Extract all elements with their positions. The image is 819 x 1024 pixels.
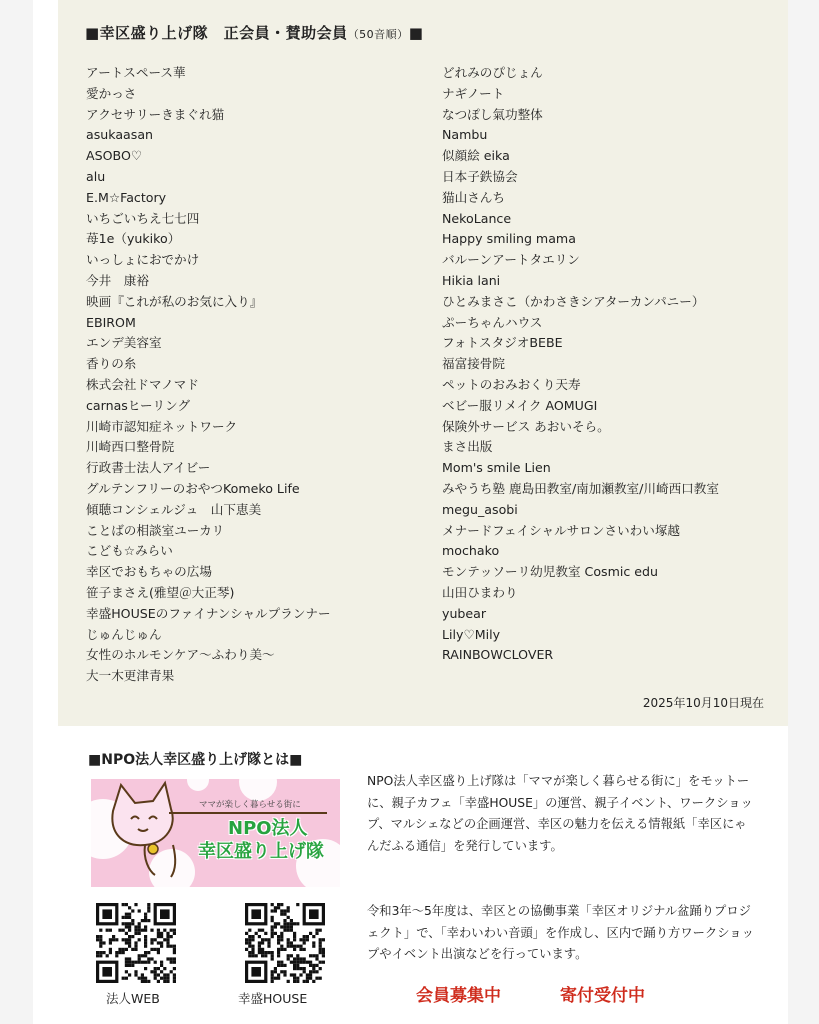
member-name: アートスペース華: [86, 65, 186, 80]
member-name: ことばの相談室ユーカリ: [86, 522, 225, 538]
member-name: 女性のホルモンケア〜ふわり美〜: [86, 647, 275, 663]
member-name: 苺1e（yukiko）: [86, 231, 181, 247]
about-paragraph-2: 令和3年〜5年度は、幸区との協働事業「幸区オリジナル盆踊りプロジェクト」で、「幸わいわい音頭」を作成し、区内で踊り方ワークショップやイベント出演などを行っています。: [367, 904, 754, 961]
member-name: ひとみまさこ（かわさきシアターカンパニー）: [442, 293, 705, 309]
member-name: ナギノート: [442, 85, 505, 101]
member-name: ASOBO♡: [86, 148, 143, 164]
organization-logo: [91, 779, 340, 887]
members-title: [85, 22, 423, 43]
member-name: まさ出版: [442, 439, 493, 455]
member-name: 香りの糸: [86, 356, 137, 372]
member-name: 映画『これが私のお気に入り』: [86, 293, 263, 309]
member-name: Hikia lani: [442, 272, 501, 288]
member-name: E.M☆Factory: [86, 189, 167, 205]
qr-code-web-icon[interactable]: [96, 903, 176, 983]
about-paragraph-1: NPO法人幸区盛り上げ隊は「ママが楽しく暮らせる街に」をモットーに、親子カフェ「幸盛HOUSE」の運営、親子イベント、ワークショップ、マルシェなどの企画運営、幸区の魅力を伝える情報紙「幸区にゃんだふる通信」を発行しています。: [367, 774, 753, 853]
logo-tagline: ママが楽しく暮らせる街に: [199, 800, 301, 810]
member-name: アクセサリーきまぐれ猫: [86, 106, 225, 122]
member-name: ぷーちゃんハウス: [442, 314, 543, 330]
members-list-left: [86, 63, 331, 687]
member-name: じゅんじゅん: [86, 626, 162, 642]
about-title: ■NPO法人幸区盛り上げ隊とは■: [88, 752, 303, 768]
member-name: 愛かっさ: [86, 85, 137, 101]
member-name: どれみのぴじょん: [442, 65, 543, 80]
member-name: Nambu: [442, 127, 488, 143]
member-name: carnasヒーリング: [86, 397, 191, 413]
member-name: 山田ひまわり: [442, 584, 518, 600]
member-name: Mom's smile Lien: [442, 460, 551, 476]
member-name: Lily♡Mily: [442, 626, 501, 642]
member-name: 日本子鉄協会: [442, 168, 518, 184]
member-name: みやうち塾 鹿島田教室/南加瀬教室/川崎西口教室: [442, 480, 719, 496]
member-name: バルーンアートタエリン: [442, 252, 580, 268]
member-name: こども☆みらい: [86, 543, 173, 559]
qr-code-house-icon[interactable]: [245, 903, 325, 983]
member-name: いっしょにおでかけ: [86, 252, 200, 268]
logo-name-line1: NPO法人: [228, 818, 308, 839]
member-name: 福富接骨院: [442, 356, 505, 372]
member-name: 似顔絵 eika: [442, 148, 510, 164]
member-name: yubear: [442, 605, 487, 621]
member-name: alu: [86, 168, 106, 184]
member-name: 猫山さんち: [442, 189, 505, 205]
member-name: EBIROM: [86, 314, 136, 330]
member-name: 幸区でおもちゃの広場: [86, 564, 212, 580]
members-title-end: ■: [408, 24, 424, 42]
member-name: メナードフェイシャルサロンさいわい塚越: [442, 522, 681, 538]
member-name: NekoLance: [442, 210, 512, 226]
member-name: 株式会社ドマノマド: [86, 376, 199, 392]
member-name: フォトスタジオBEBE: [442, 335, 563, 351]
qr-label-web: 法人WEB: [106, 991, 160, 1006]
member-name: mochako: [442, 543, 500, 559]
members-title-text: ■幸区盛り上げ隊 正会員・賛助会員: [85, 24, 348, 42]
member-name: 行政書士法人アイビー: [86, 460, 211, 476]
member-name: いちごいちえ七七四: [86, 210, 200, 226]
member-name: 笹子まさえ(雅望＠大正琴): [86, 584, 235, 600]
donations-accepted: 寄付受付中: [560, 986, 645, 1006]
logo-name-line2: 幸区盛り上げ隊: [198, 841, 324, 862]
member-name: なつぽし氣功整体: [442, 106, 543, 122]
member-name: ベビー服リメイク AOMUGI: [442, 397, 598, 413]
member-name: 傾聴コンシェルジュ 山下恵美: [86, 501, 262, 517]
member-name: ペットのおみおくり天寿: [442, 376, 581, 392]
member-name: グルテンフリーのおやつKomeko Life: [86, 480, 300, 496]
member-name: 保険外サービス あおいそら。: [442, 418, 610, 434]
membership-recruiting: 会員募集中: [416, 986, 501, 1006]
qr-label-house: 幸盛HOUSE: [238, 991, 308, 1006]
member-name: 大一木更津青果: [86, 668, 175, 684]
members-order-note: （50音順）: [347, 28, 409, 41]
member-name: RAINBOWCLOVER: [442, 647, 554, 663]
member-name: 川崎市認知症ネットワーク: [86, 418, 238, 434]
member-name: Happy smiling mama: [442, 231, 576, 247]
member-name: 川崎西口整骨院: [86, 439, 175, 455]
member-name: 今井 康裕: [86, 272, 149, 288]
member-name: 幸盛HOUSEのファイナンシャルプランナー: [86, 605, 331, 621]
members-list-right: [442, 63, 719, 666]
member-name: エンデ美容室: [86, 335, 162, 351]
member-name: megu_asobi: [442, 501, 518, 517]
member-name: asukaasan: [86, 127, 154, 143]
as-of-date: 2025年10月10日現在: [642, 696, 764, 710]
member-name: モンテッソーリ幼児教室 Cosmic edu: [442, 564, 659, 580]
